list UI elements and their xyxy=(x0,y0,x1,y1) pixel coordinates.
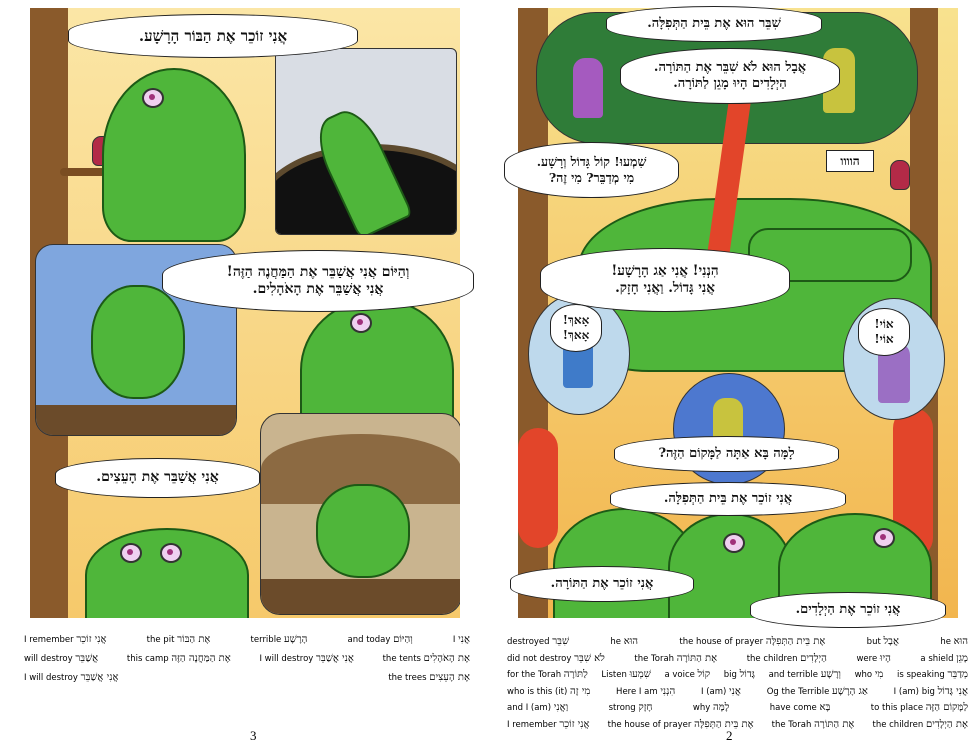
glossary-entry xyxy=(379,653,470,664)
glossary-hebrew: אֲנִי אֲשַׁבֵּר xyxy=(316,653,354,664)
glossary-english: the children xyxy=(746,653,798,664)
glossary-hebrew: אֶת בֵּית הַתְּפִלָּה xyxy=(765,636,826,647)
bubble-he-destroyed xyxy=(606,6,822,42)
glossary-english: I remember xyxy=(24,635,74,645)
creature-eye xyxy=(723,533,745,553)
creature-eye xyxy=(873,528,895,548)
page-number: 2 xyxy=(726,728,733,743)
bubble-text: אֲנִי זוֹכֵר אֶת הַבּוֹר הָרָשָׁע. xyxy=(138,26,288,45)
glossary-english: Here I am xyxy=(616,686,658,697)
glossary-hebrew: מָגֵן xyxy=(956,652,968,664)
comic-page-2 xyxy=(488,0,976,750)
glossary-hebrew: אֶת בֵּית הַתְּפִלָּה xyxy=(694,718,754,730)
bubble-text: לָמָּה בָּא אַתָּה לַמָּקוֹם הַזֶּה? xyxy=(658,445,795,461)
glossary-row xyxy=(503,686,968,697)
glossary-entry xyxy=(20,634,107,645)
glossary-row xyxy=(503,702,968,713)
glossary-page-3 xyxy=(20,634,470,694)
glossary-english: he xyxy=(610,637,622,647)
bubble-destroy-trees xyxy=(55,458,260,498)
glossary-entry xyxy=(743,653,827,664)
glossary-english: the pit xyxy=(146,635,175,645)
glossary-entry xyxy=(503,686,590,697)
glossary-hebrew: מִי xyxy=(874,669,884,680)
glossary-english: strong xyxy=(608,703,636,713)
glossary-hebrew: הוּא xyxy=(953,636,968,647)
glossary-english: the trees xyxy=(388,673,427,683)
glossary-hebrew: מִי זֶה xyxy=(569,685,591,697)
bubble-og-intro xyxy=(540,248,790,312)
glossary-english: a voice xyxy=(664,670,695,680)
glossary-row xyxy=(20,653,470,664)
glossary-hebrew: אֶת הָעֵצִים xyxy=(429,672,470,683)
glossary-entry xyxy=(20,653,98,664)
glossary-page-2 xyxy=(503,636,968,736)
creature-crouching xyxy=(316,484,410,578)
glossary-english: will destroy xyxy=(24,654,73,664)
glossary-english: did not destroy xyxy=(507,653,572,664)
glossary-entry xyxy=(597,669,650,680)
creature-eye xyxy=(142,88,164,108)
glossary-entry xyxy=(612,686,675,697)
glossary-entry xyxy=(20,672,118,683)
glossary-entry xyxy=(503,653,605,664)
glossary-english: Listen xyxy=(601,670,627,680)
glossary-row xyxy=(20,672,470,683)
bubble-text: אֲנִי אֲשַׁבֵּר אֶת הָעֵצִים. xyxy=(96,469,219,486)
glossary-hebrew: וַאֲנִי xyxy=(553,702,569,713)
glossary-hebrew: לַתּוֹרָה xyxy=(563,669,588,680)
bubble-text-line1: אוֹי! xyxy=(874,317,894,331)
page-number: 3 xyxy=(250,728,257,743)
bubble-ach xyxy=(550,304,602,352)
owl xyxy=(890,160,910,190)
creature-eye xyxy=(350,313,372,333)
bubble-text-line1: הִנְנִי! אֲנִי אַג הָרָשָׁע! xyxy=(611,263,719,280)
bubble-text: אֲנִי זוֹכֵר אֶת בֵּית הַתְּפִלָּה. xyxy=(663,490,793,506)
glossary-hebrew: אַג הָרָשָׁע xyxy=(832,685,868,697)
glossary-english: to this place xyxy=(870,703,924,713)
bubble-text-line2: מִי מְדַבֵּר? מִי זֶה? xyxy=(548,170,635,185)
bubble-remember-children xyxy=(750,592,946,628)
glossary-entry xyxy=(123,653,231,664)
glossary-hebrew: לָמָּה xyxy=(712,702,730,713)
glossary-hebrew: שִׁבֵּר xyxy=(552,636,570,647)
glossary-english: I xyxy=(452,635,456,645)
glossary-entry xyxy=(867,702,968,713)
glossary-english: who is this (it) xyxy=(507,686,568,697)
creature-falling xyxy=(91,285,185,399)
glossary-hebrew: לֹא שִׁבֵּר xyxy=(574,652,605,664)
glossary-hebrew: אֶת הָאֹהָלִים xyxy=(423,653,470,664)
glossary-entry xyxy=(851,669,884,680)
ground xyxy=(261,579,460,614)
og-creature-bottom xyxy=(85,528,249,618)
glossary-english: I (am) big xyxy=(893,686,935,697)
glossary-hebrew: אֲנִי גָּדוֹל xyxy=(937,685,968,697)
bubble-text-line1: אֲבָל הוּא לֹא שִׁבֵּר אֶת הַתּוֹרָה. xyxy=(653,59,807,75)
creature-eye xyxy=(120,543,142,563)
bubble-remember-pit xyxy=(68,14,358,58)
glossary-hebrew: אֶת הַתּוֹרָה xyxy=(676,652,718,664)
glossary-entry xyxy=(503,669,588,680)
glossary-entry xyxy=(936,636,968,647)
glossary-hebrew: שִׁמְעוּ xyxy=(629,669,651,680)
glossary-hebrew: הָיוּ xyxy=(879,652,891,664)
bubble-text-line2: הַיְלָדִים הָיוּ מָגֵן לַתּוֹרָה. xyxy=(673,76,787,91)
glossary-row xyxy=(503,719,968,730)
og-creature-top xyxy=(102,68,246,242)
glossary-english: the house of prayer xyxy=(679,637,764,647)
glossary-entry xyxy=(697,686,741,697)
flame xyxy=(518,428,558,548)
glossary-entry xyxy=(143,634,211,645)
glossary-entry xyxy=(660,669,710,680)
glossary-entry xyxy=(852,653,890,664)
glossary-entry xyxy=(863,636,899,647)
glossary-hebrew: חָזָק xyxy=(638,702,653,713)
glossary-hebrew: אֲנִי זוֹכֵר xyxy=(76,634,107,645)
owl-sound: הוווו xyxy=(826,150,874,172)
glossary-entry xyxy=(916,653,968,664)
glossary-entry xyxy=(765,669,841,680)
glossary-hebrew: אֶת הַמַּחֲנֶה הַזֶּה xyxy=(171,653,231,664)
glossary-hebrew: קוֹל xyxy=(697,669,711,680)
bubble-oy xyxy=(858,308,910,356)
glossary-english: I will destroy xyxy=(259,654,314,664)
glossary-english: have come xyxy=(769,703,817,713)
glossary-entry xyxy=(768,719,855,730)
glossary-english: destroyed xyxy=(507,637,550,647)
pit-panel xyxy=(275,48,457,235)
glossary-english: the house of prayer xyxy=(607,719,692,730)
bubble-text-line2: אֲנִי גָּדוֹל. וַאֲנִי חָזָק. xyxy=(615,280,715,296)
glossary-hebrew: אֶת הַבּוֹר xyxy=(177,634,211,645)
glossary-entry xyxy=(689,702,729,713)
glossary-hebrew: אֶת הַיְלָדִים xyxy=(925,718,968,730)
glossary-hebrew: אֲנִי xyxy=(458,634,470,645)
glossary-english: this camp xyxy=(126,654,169,664)
glossary-english: Og the Terrible xyxy=(766,686,830,697)
glossary-hebrew: וְהַיּוֹם xyxy=(393,634,413,645)
glossary-entry xyxy=(606,636,638,647)
glossary-entry xyxy=(384,672,470,683)
glossary-english: but xyxy=(866,637,881,647)
glossary-english: the Torah xyxy=(771,719,812,730)
bubble-why-here xyxy=(614,436,839,472)
glossary-entry xyxy=(675,636,825,647)
bubble-text-line1: שִׁמְעוּ! קוֹל גָּדוֹל וְרָשָׁע. xyxy=(536,154,647,170)
glossary-english: and terrible xyxy=(768,670,819,680)
bubble-text-line2: אָאךְ! xyxy=(562,328,590,342)
glossary-english: the children xyxy=(872,719,924,730)
glossary-hebrew: אֲשַׁבֵּר xyxy=(75,653,99,664)
glossary-hebrew: גָּדוֹל xyxy=(739,669,755,680)
bubble-text-line1: וְהַיּוֹם אֲנִי אֲשַׁבֵּר אֶת הַמַּחֲנֶה הַזֶּה! xyxy=(226,263,410,280)
creature-eye xyxy=(160,543,182,563)
glossary-english: a shield xyxy=(920,653,954,664)
glossary-entry xyxy=(344,634,413,645)
glossary-hebrew: הַיְלָדִים xyxy=(800,652,827,664)
glossary-entry xyxy=(868,719,967,730)
bubble-text: אֲנִי זוֹכֵר אֶת הַתּוֹרָה. xyxy=(550,575,654,591)
glossary-english: terrible xyxy=(250,635,282,645)
glossary-english: why xyxy=(692,703,711,713)
memory-panel-brown xyxy=(260,413,460,615)
glossary-row xyxy=(503,636,968,647)
glossary-entry xyxy=(503,719,590,730)
bubble-text-line2: אוֹי! xyxy=(874,332,894,346)
bubble-text-line2: אֲנִי אֲשַׁבֵּר אֶת הָאֹהָלִים. xyxy=(252,281,384,297)
glossary-hebrew: אֲנִי אֲשַׁבֵּר xyxy=(80,672,119,683)
glossary-english: he xyxy=(940,637,951,647)
glossary-entry xyxy=(247,634,308,645)
glossary-hebrew: הוּא xyxy=(623,636,639,647)
glossary-english: I (am) xyxy=(700,686,727,697)
glossary-entry xyxy=(255,653,353,664)
glossary-english: is speaking xyxy=(896,670,945,680)
glossary-english: the tents xyxy=(382,654,421,664)
glossary-entry xyxy=(720,669,755,680)
glossary-hebrew: וְרָשָׁע xyxy=(820,669,841,680)
glossary-english: the Torah xyxy=(634,653,675,664)
glossary-english: I will destroy xyxy=(24,673,78,683)
glossary-hebrew: הָרָשָׁע xyxy=(284,634,308,645)
glossary-entry xyxy=(605,702,653,713)
glossary-entry xyxy=(449,634,470,645)
bubble-torah-shield xyxy=(620,48,840,104)
glossary-row xyxy=(503,653,968,664)
glossary-entry xyxy=(630,653,717,664)
glossary-english: and I (am) xyxy=(507,703,552,713)
debris xyxy=(36,405,236,435)
glossary-entry xyxy=(893,669,968,680)
page-3-art xyxy=(30,8,460,618)
glossary-entry xyxy=(763,686,868,697)
bubble-text: אֲנִי זוֹכֵר אֶת הַיְלָדִים. xyxy=(795,601,901,617)
glossary-hebrew: אֲנִי זוֹכֵר xyxy=(559,718,590,730)
bubble-remember-torah xyxy=(510,566,694,602)
glossary-hebrew: אֲבָל xyxy=(883,636,899,647)
glossary-hebrew: אֲנִי xyxy=(729,685,741,697)
glossary-hebrew: הִנְנִי xyxy=(660,685,676,697)
glossary-english: I remember xyxy=(507,719,557,730)
glossary-entry xyxy=(890,686,968,697)
glossary-english: big xyxy=(723,670,737,680)
glossary-english: were xyxy=(856,653,878,664)
bubble-destroy-camp xyxy=(162,250,474,312)
bubble-text-line1: אָאךְ! xyxy=(562,313,590,327)
glossary-english: who xyxy=(854,670,873,680)
bubble-listen xyxy=(504,142,679,198)
glossary-hebrew: אֶת הַתּוֹרָה xyxy=(814,718,855,730)
glossary-entry xyxy=(503,636,569,647)
glossary-entry xyxy=(503,702,568,713)
glossary-entry xyxy=(766,702,830,713)
bubble-remember-prayer xyxy=(610,482,846,516)
glossary-hebrew: לַמָּקוֹם הַזֶּה xyxy=(925,702,968,713)
glossary-hebrew: בָּא xyxy=(819,702,831,713)
glossary-english: and today xyxy=(347,635,391,645)
child-girl-blonde xyxy=(573,58,603,118)
bubble-text: שִׁבֵּר הוּא אֶת בֵּית הַתְּפִלָּה. xyxy=(647,15,781,31)
glossary-row xyxy=(503,669,968,680)
glossary-hebrew: מְדַבֵּר xyxy=(947,669,968,680)
glossary-english: for the Torah xyxy=(507,670,562,680)
glossary-row xyxy=(20,634,470,645)
